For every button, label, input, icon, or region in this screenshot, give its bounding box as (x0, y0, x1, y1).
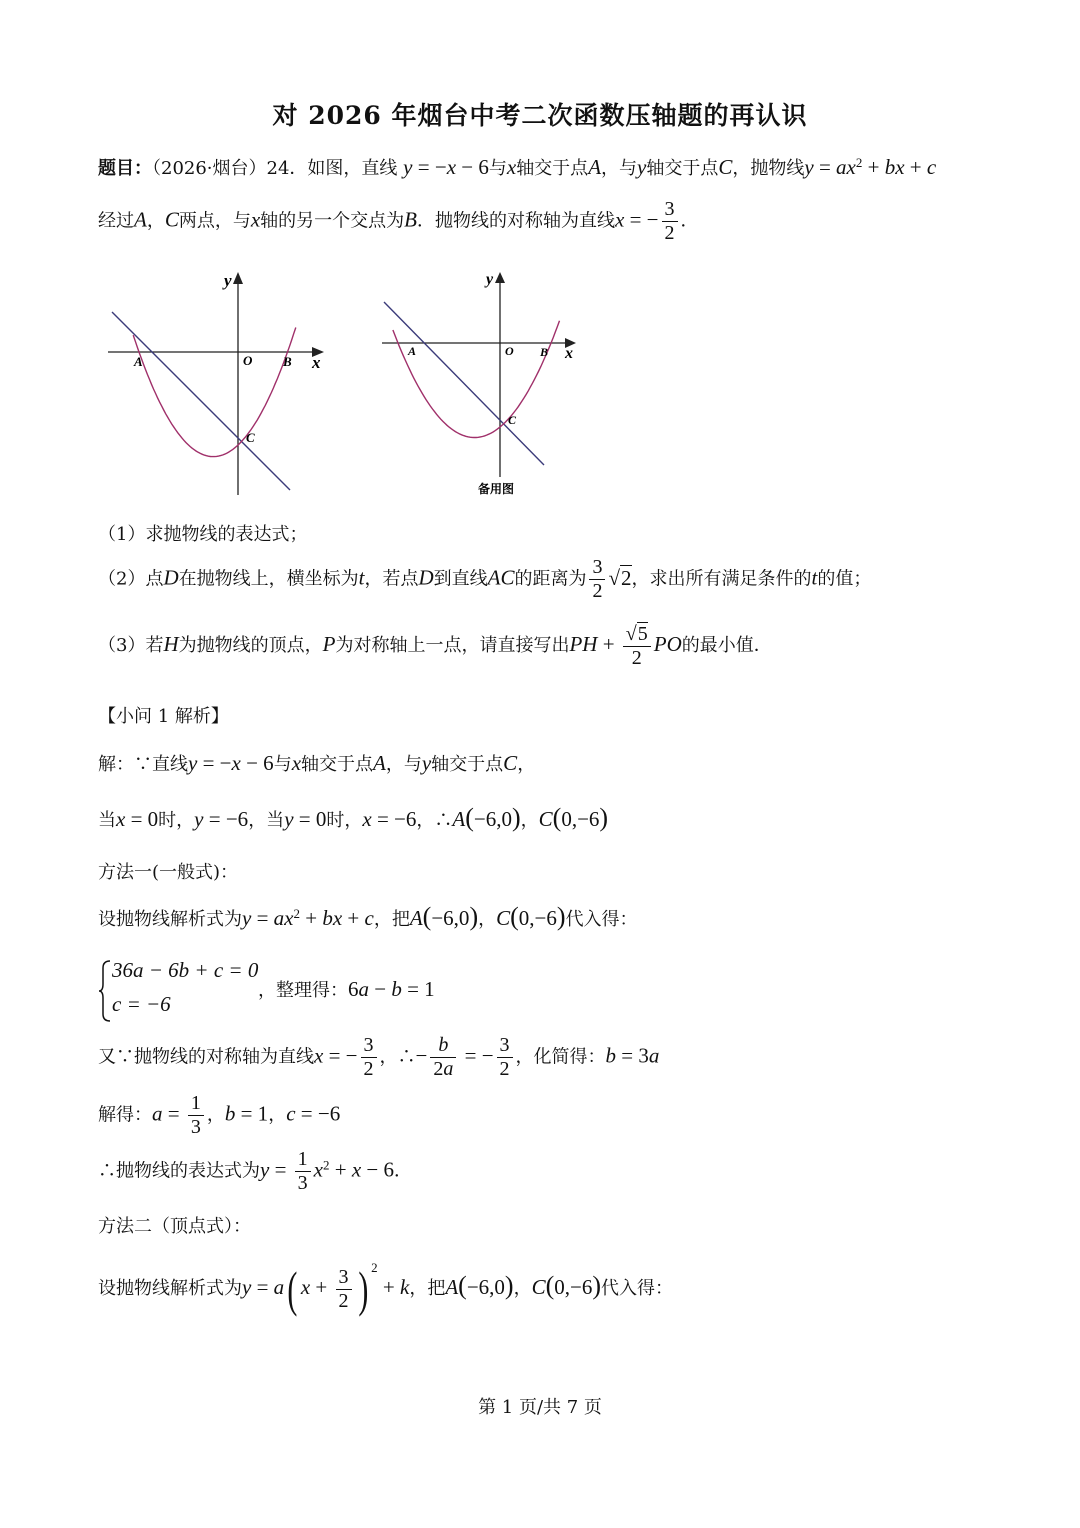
fig1-label-c: C (246, 430, 255, 445)
solution-line-2: 当x = 0时，y = −6，当y = 0时，x = −6，∴A(−6,0)，C(0,−6) (98, 803, 609, 832)
question-1: （1）求抛物线的表达式； (98, 524, 308, 545)
fig2-label-a: A (408, 344, 417, 358)
page-footer: 第 1 页/共 7 页 (478, 1397, 602, 1418)
solution-line-5: 又∵抛物线的对称轴为直线x = − $\frac{3}{2}$ ，∴− $\frac{b}{2a}$ = − $\frac{3}{2}$ ，化简得：b = 3a (98, 1034, 660, 1080)
problem-label: 题目： (98, 158, 152, 179)
fig1-label-o: O (243, 353, 253, 368)
section-heading-1: 【小问 1 解析】 (98, 706, 229, 727)
method-2-heading: 方法二（顶点式）： (98, 1216, 251, 1237)
solution-line-6: 解得：a = $\frac{1}{3}$ ，b = 1，c = −6 (98, 1092, 341, 1138)
solution-line-4: ，整理得：6a − b = 1 (258, 977, 435, 1001)
fig1-label-b: B (283, 354, 292, 369)
fig2-label-b: B (540, 345, 549, 359)
system-brace (98, 960, 112, 1022)
system-eq-2: c = −6 (112, 992, 171, 1016)
question-2: （2）点D在抛物线上，横坐标为t，若点D到直线AC的距离为 $\frac{3}{2}$ √2，求出所有满足条件的t的值； (98, 556, 872, 602)
fig1-label-x: x (312, 353, 321, 372)
problem-line-2: 经过A，C两点，与x轴的另一个交点为B．抛物线的对称轴为直线x = − $\frac{3}{2}$ ． (98, 198, 699, 244)
solution-line-8: 设抛物线解析式为y = a( x + $\frac{3}{2}$ ) $^2$ + k，把A(−6,0)，C(0,−6)代入得： (98, 1260, 674, 1317)
fig2-label-o: O (505, 344, 514, 358)
fig1-label-a: A (134, 354, 143, 369)
fig2-label-y: y (486, 271, 494, 288)
solution-line-3: 设抛物线解析式为$y = ax^2$ + bx + c，把A(−6,0)，C(0,−6)代入得： (98, 902, 638, 931)
solution-line-7: ∴抛物线的表达式为y = $\frac{1}{3}$ $x^2 + x - 6$． (98, 1148, 413, 1194)
figure-backup (382, 271, 576, 496)
fig2-caption: 备用图 (478, 482, 515, 496)
system-eq-1: 36a − 6b + c = 0 (112, 958, 259, 982)
solution-line-1: 解：∵直线y = −x − 6与x轴交于点A，与y轴交于点C， (98, 751, 536, 775)
question-3: （3）若H为抛物线的顶点，P为对称轴上一点，请直接写出PH + $\frac{√5}{2}$ PO的最小值． (98, 623, 772, 669)
fig1-label-y: y (224, 271, 232, 290)
method-1-heading: 方法一(一般式)： (98, 862, 239, 883)
fig2-label-c: C (508, 413, 517, 427)
fig2-label-x: x (565, 345, 573, 362)
figure-main (108, 271, 324, 495)
problem-figures (100, 262, 600, 507)
page-title: 对 2026 年烟台中考二次函数压轴题的再认识 (272, 101, 808, 130)
problem-line-1: 题目：（2026·烟台）24．如图，直线 y = −x − 6与x轴交于点A，与y轴交于点C，抛物线$y = ax^2$ + bx + c (98, 155, 937, 179)
